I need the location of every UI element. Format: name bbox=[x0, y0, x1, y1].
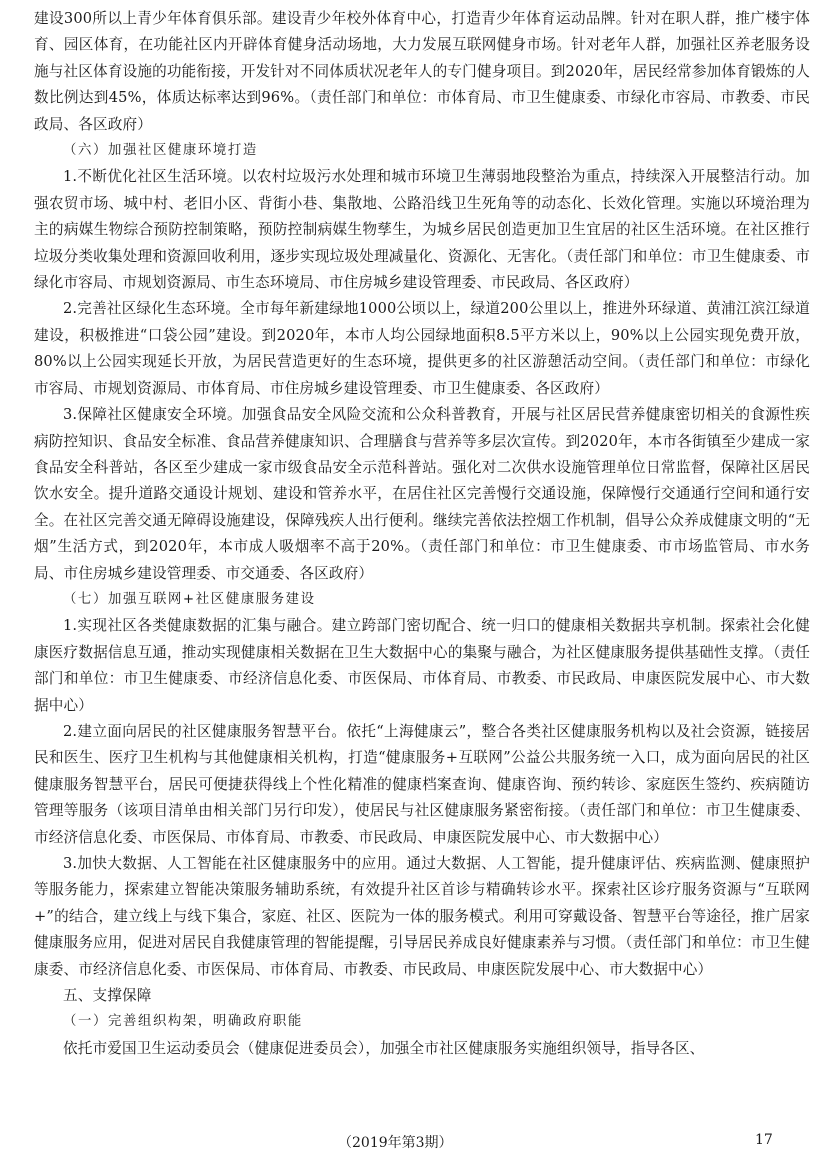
section-heading-support: 五、支撑保障 bbox=[63, 987, 152, 1005]
subheading-organization: （一）完善组织构架，明确政府职能 bbox=[63, 1014, 303, 1030]
paragraph-smart-platform: 2.建立面向居民的社区健康服务智慧平台。依托“上海健康云”，整合各类社区健康服务机构以及社会资源，链接居民和医生、医疗卫生机构与其他健康相关机构，打造“健康服务+互联网”公益公共服务统一入口，成为面向居民的社区健康服务智慧平台，居民可便捷获得线上个性化精准的健康档案查询、健康咨询、预约转诊、家庭医生签约、疾病随访管理等服务（该项目清单由相关部门另行印发），使居民与社区健康服务紧密衔接。（责任部门和单位：市卫生健康委、市经济信息化委、市医保局、市体育局、市教委、市民政局、申康医院发展中心、市大数据中心） bbox=[34, 722, 810, 846]
paragraph-green-ecology: 2.完善社区绿化生态环境。全市每年新建绿地1000公顷以上，绿道200公里以上，推进外环绿道、黄浦江滨江绿道建设，积极推进“口袋公园”建设。到2020年，本市人均公园绿地面积8.5平方米以上，90%以上公园实现免费开放，80%以上公园实现延长开放，为居民营造更好的生态环境，提供更多的社区游憩活动空间。（责任部门和单位：市绿化市容局、市规划资源局、市体育局、市住房城乡建设管理委、市卫生健康委、各区政府） bbox=[34, 300, 810, 397]
page-footer bbox=[0, 1132, 827, 1156]
page-number: 17 bbox=[755, 1132, 773, 1148]
subheading-community-environment: （六）加强社区健康环境打造 bbox=[63, 143, 258, 159]
paragraph-committee: 依托市爱国卫生运动委员会（健康促进委员会），加强全市社区健康服务实施组织领导，指导各区、 bbox=[63, 1039, 705, 1057]
paragraph-sports-clubs: 建设300所以上青少年体育俱乐部。建设青少年校外体育中心，打造青少年体育运动品牌。针对在职人群，推广楼宇体育、园区体育，在功能社区内开辟体育健身活动场地，大力发展互联网健身市场。针对老年人群，加强社区养老服务设施与社区体育设施的功能衔接，开发针对不同体质状况老年人的专门健身项目。到2020年，居民经常参加体育锻炼的人数比例达到45%，体质达标率达到96%。（责任部门和单位：市体育局、市卫生健康委、市绿化市容局、市教委、市民政局、各区政府） bbox=[34, 10, 810, 133]
document-body bbox=[34, 6, 810, 1062]
paragraph-big-data-ai: 3.加快大数据、人工智能在社区健康服务中的应用。通过大数据、人工智能，提升健康评估、疾病监测、健康照护等服务能力，探索建立智能决策服务辅助系统，有效提升社区首诊与精确转诊水平。探索社区诊疗服务资源与“互联网+”的结合，建立线上与线下集合，家庭、社区、医院为一体的服务模式。利用可穿戴设备、智慧平台等途径，推广居家健康服务应用，促进对居民自我健康管理的智能提醒，引导居民养成良好健康素养与习惯。（责任部门和单位：市卫生健康委、市经济信息化委、市医保局、市体育局、市教委、市民政局、申康医院发展中心、市大数据中心） bbox=[34, 855, 810, 978]
paragraph-living-environment: 1.不断优化社区生活环境。以农村垃圾污水处理和城市环境卫生薄弱地段整治为重点，持续深入开展整洁行动。加强农贸市场、城中村、老旧小区、背街小巷、集散地、公路沿线卫生死角等的动态化、长效化管理。实施以环境治理为主的病媒生物综合预防控制策略，预防控制病媒生物孳生，为城乡居民创造更加卫生宜居的社区生活环境。在社区推行垃圾分类收集处理和资源回收利用，逐步实现垃圾处理减量化、资源化、无害化。（责任部门和单位：市卫生健康委、市绿化市容局、市规划资源局、市生态环境局、市住房城乡建设管理委、市民政局、各区政府） bbox=[34, 168, 810, 292]
issue-label: （2019年第3期） bbox=[338, 1135, 453, 1151]
paragraph-health-data: 1.实现社区各类健康数据的汇集与融合。建立跨部门密切配合、统一归口的健康相关数据共享机制。探索社会化健康医疗数据信息互通，推动实现健康相关数据在卫生大数据中心的集聚与融合，为社区健康服务提供基础性支撑。（责任部门和单位：市卫生健康委、市经济信息化委、市医保局、市体育局、市教委、市民政局、申康医院发展中心、市大数据中心） bbox=[34, 617, 810, 714]
subheading-internet-health: （七）加强互联网+社区健康服务建设 bbox=[63, 591, 316, 607]
paragraph-health-safety: 3.保障社区健康安全环境。加强食品安全风险交流和公众科普教育，开展与社区居民营养健康密切相关的食源性疾病防控知识、食品安全标准、食品营养健康知识、合理膳食与营养等多层次宣传。到2020年，本市各街镇至少建成一家食品安全科普站，各区至少建成一家市级食品安全示范科普站。强化对二次供水设施管理单位日常监督，保障社区居民饮水安全。提升道路交通设计规划、建设和管养水平，在居住社区完善慢行交通设施，保障慢行交通通行空间和通行安全。在社区完善交通无障碍设施建设，保障残疾人出行便利。继续完善依法控烟工作机制，倡导公众养成健康文明的“无烟”生活方式，到2020年，本市成人吸烟率不高于20%。（责任部门和单位：市卫生健康委、市市场监管局、市水务局、市住房城乡建设管理委、市交通委、各区政府） bbox=[34, 406, 810, 582]
